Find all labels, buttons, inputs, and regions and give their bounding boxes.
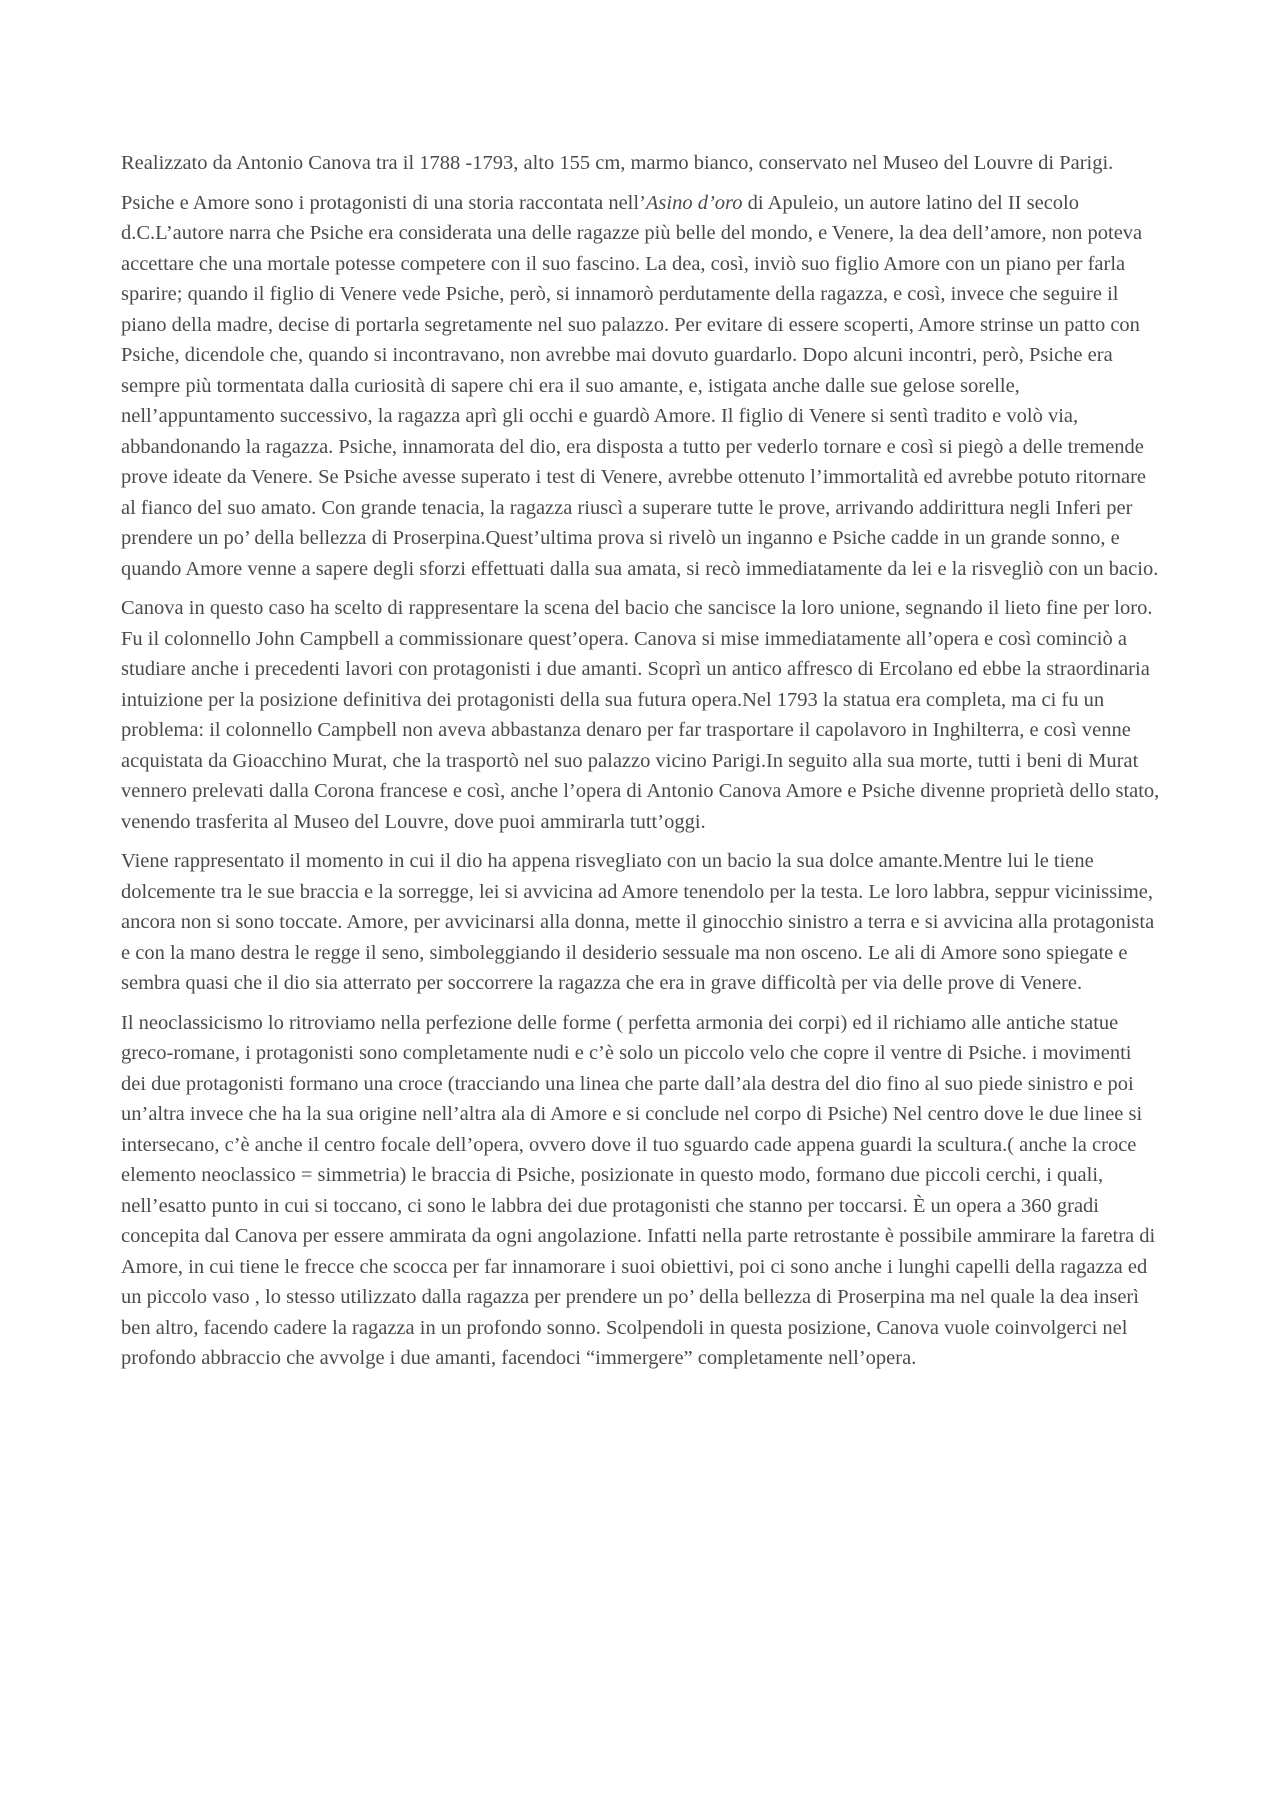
document-page [121, 148, 1161, 1383]
paragraph-neoclassicism: Il neoclassicismo lo ritroviamo nella perfezione delle forme ( perfetta armonia dei corpi) ed il richiamo alle antiche statue greco-romane, i protagonisti sono completamente nudi e c’è solo un piccolo velo che copre il ventre di Psiche. i movimenti dei due protagonisti formano una croce (tracciando una linea che parte dall’ala destra del dio fino al suo piede sinistro e poi un’altra invece che ha la sua origine nell’altra ala di Amore e si conclude nel corpo di Psiche) Nel centro dove le due linee si intersecano, c’è anche il centro focale dell’opera, ovvero dove il tuo sguardo cade appena guardi la scultura.( anche la croce elemento neoclassico = simmetria) le braccia di Psiche, posizionate in questo modo, formano due piccoli cerchi, i quali, nell’esatto punto in cui si toccano, ci sono le labbra dei due protagonisti che stanno per toccarsi. È un opera a 360 gradi concepita dal Canova per essere ammirata da ogni angolazione. Infatti nella parte retrostante è possibile ammirare la faretra di Amore, in cui tiene le frecce che scocca per far innamorare i suoi obiettivi, poi ci sono anche i lunghi capelli della ragazza ed un piccolo vaso , lo stesso utilizzato dalla ragazza per prendere un po’ della bellezza di Proserpina ma nel quale la dea inserì ben altro, facendo cadere la ragazza in un profondo sonno. Scolpendoli in questa posizione, Canova vuole coinvolgerci nel profondo abbraccio che avvolge i due amanti, facendoci “immergere” completamente nell’opera. [121, 1011, 1156, 1369]
paragraph-story [121, 188, 1161, 585]
paragraph-intro: Realizzato da Antonio Canova tra il 1788 -1793, alto 155 cm, marmo bianco, conservato nel Museo del Louvre di Parigi. [121, 152, 1114, 174]
paragraph-story-body: di Apuleio, un autore latino del II secolo d.C.L’autore narra che Psiche era considerata una delle ragazze più belle del mondo, e Venere, la dea dell’amore, non poteva accettare che una mortale potesse competere con il suo fascino. La dea, così, inviò suo figlio Amore con un piano per farla sparire; quando il figlio di Venere vede Psiche, però, si innamorò perdutamente della ragazza, e così, invece che seguire il piano della madre, decise di portarla segretamente nel suo palazzo. Per evitare di essere scoperti, Amore strinse un patto con Psiche, dicendole che, quando si incontravano, non avrebbe mai dovuto guardarlo. Dopo alcuni incontri, però, Psiche era sempre più tormentata dalla curiosità di sapere chi era il suo amante, e, istigata anche dalle sue gelose sorelle, nell’appuntamento successivo, la ragazza aprì gli occhi e guardò Amore. Il figlio di Venere si sentì tradito e volò via, abbandonando la ragazza. Psiche, innamorata del dio, era disposta a tutto per vederlo tornare e così si piegò a delle tremende prove ideate da Venere. Se Psiche avesse superato i test di Venere, avrebbe ottenuto l’immortalità ed avrebbe potuto ritornare al fianco del suo amato. Con grande tenacia, la ragazza riuscì a superare tutte le prove, arrivando addirittura negli Inferi per prendere un po’ della bellezza di Proserpina.Quest’ultima prova si rivelò un inganno e Psiche cadde in un grande sonno, e quando Amore venne a sapere degli sforzi effettuati dalla sua amata, si recò immediatamente da lei e la risvegliò con un bacio. [121, 191, 1159, 580]
paragraph-story-lead: Psiche e Amore sono i protagonisti di una storia raccontata nell’ [121, 191, 646, 214]
paragraph-description: Viene rappresentato il momento in cui il dio ha appena risvegliato con un bacio la sua dolce amante.Mentre lui le tiene dolcemente tra le sue braccia e la sorregge, lei si avvicina ad Amore tenendolo per la testa. Le loro labbra, seppur vicinissime, ancora non si sono toccate. Amore, per avvicinarsi alla donna, mette il ginocchio sinistro a terra e si avvicina alla protagonista e con la mano destra le regge il seno, simboleggiando il desiderio sessuale ma non osceno. Le ali di Amore sono spiegate e sembra quasi che il dio sia atterrato per soccorrere la ragazza che era in grave difficoltà per via delle prove di Venere. [121, 850, 1155, 994]
paragraph-commission: Canova in questo caso ha scelto di rappresentare la scena del bacio che sancisce la loro unione, segnando il lieto fine per loro. Fu il colonnello John Campbell a commissionare quest’opera. Canova si mise immediatamente all’opera e così cominciò a studiare anche i precedenti lavori con protagonisti i due amanti. Scoprì un antico affresco di Ercolano ed ebbe la straordinaria intuizione per la posizione definitiva dei protagonisti della sua futura opera.Nel 1793 la statua era completa, ma ci fu un problema: il colonnello Campbell non aveva abbastanza denaro per far trasportare il capolavoro in Inghilterra, e così venne acquistata da Gioacchino Murat, che la trasportò nel suo palazzo vicino Parigi.In seguito alla sua morte, tutti i beni di Murat vennero prelevati dalla Corona francese e così, anche l’opera di Antonio Canova Amore e Psiche divenne proprietà dello stato, venendo trasferita al Museo del Louvre, dove puoi ammirarla tutt’oggi. [121, 597, 1160, 833]
book-title-italic: Asino d’oro [645, 191, 743, 214]
